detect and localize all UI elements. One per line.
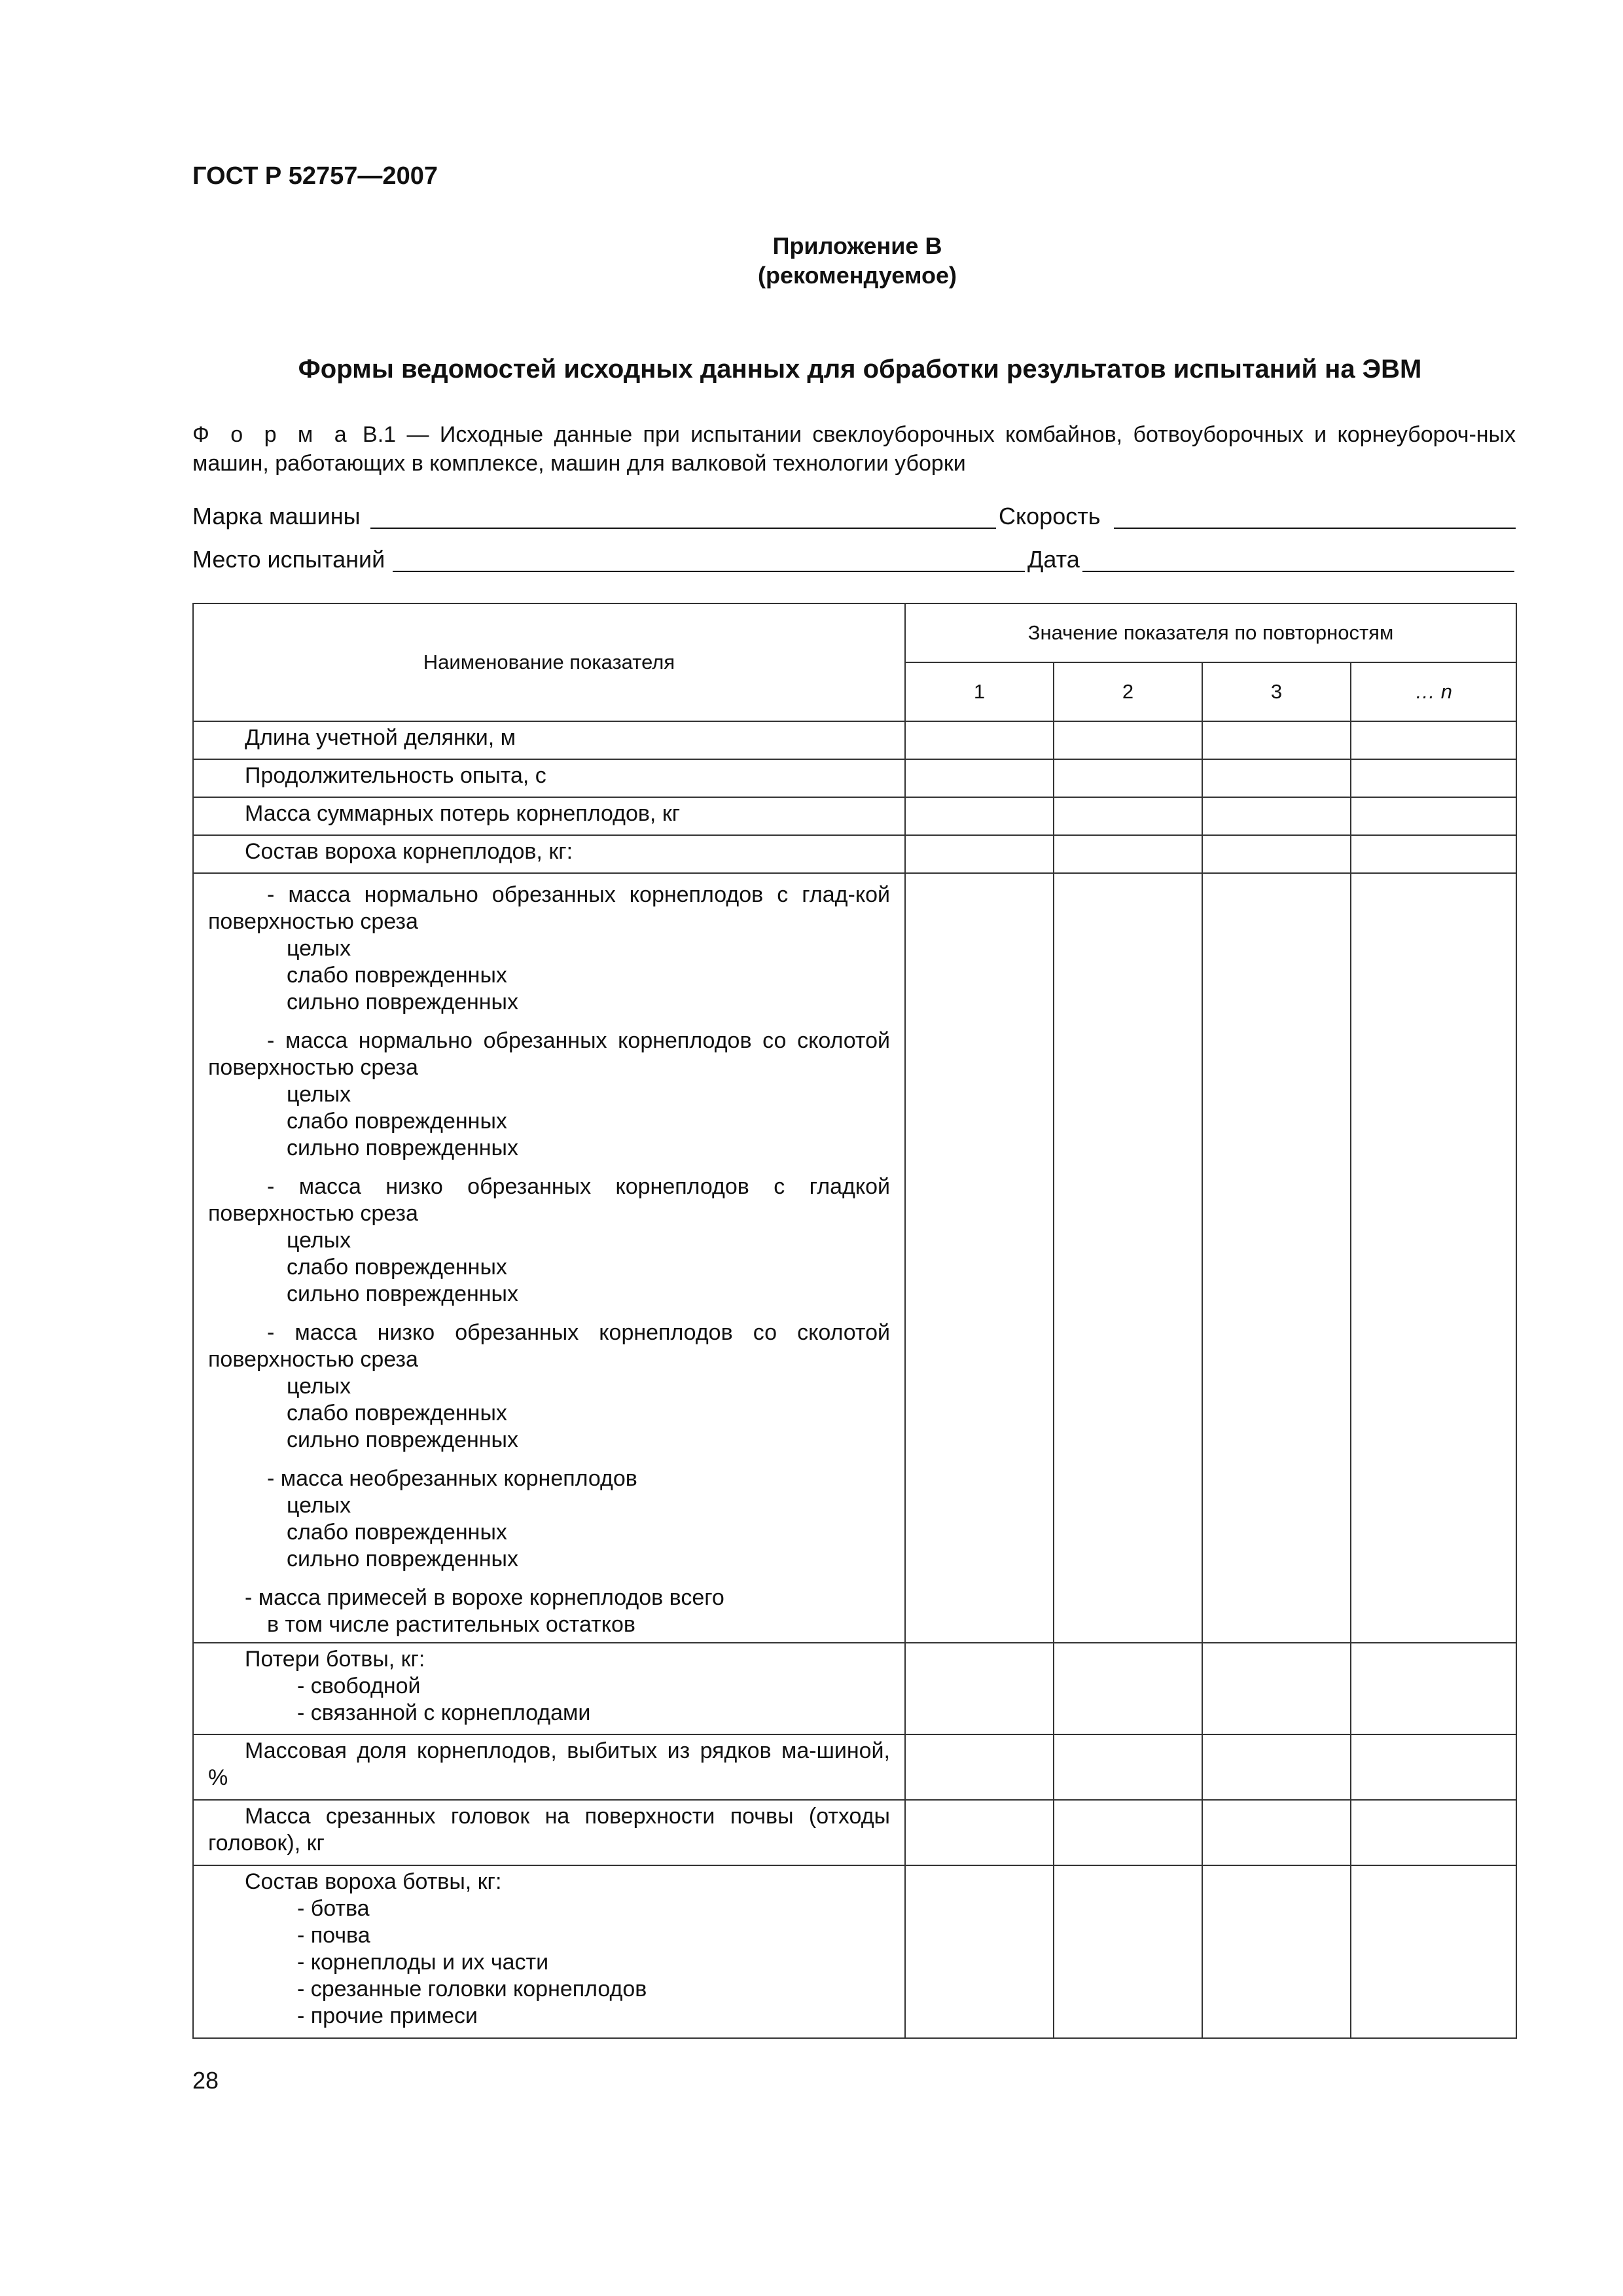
form-description (192, 420, 1516, 478)
rep-header-1: 1 (905, 662, 1054, 721)
value-cell[interactable] (1054, 1865, 1202, 2038)
row-label (193, 797, 905, 835)
col-header-name: Наименование показателя (193, 603, 905, 721)
row-label (193, 1734, 905, 1800)
value-cell[interactable] (905, 1865, 1054, 2038)
value-cell[interactable] (1351, 1643, 1516, 1734)
place-label: Место испытаний (192, 546, 385, 573)
appendix-subtitle: (рекомендуемое) (758, 262, 957, 289)
brand-label: Марка машины (192, 503, 361, 529)
value-cell[interactable] (905, 721, 1054, 759)
table-row (193, 759, 1516, 797)
value-cell[interactable] (1054, 873, 1202, 1643)
row-text: Продолжительность опыта, с (245, 763, 546, 788)
data-table (192, 603, 1517, 2039)
sub-item: слабо поврежденных (287, 963, 507, 988)
value-cell[interactable] (1054, 1643, 1202, 1734)
row-text: Потери ботвы, кг: (245, 1647, 425, 1672)
value-cell[interactable] (1202, 1734, 1351, 1800)
group-title: - масса необрезанных корнеплодов (267, 1466, 637, 1491)
value-cell[interactable] (905, 759, 1054, 797)
row-label (193, 721, 905, 759)
speed-field[interactable] (1114, 528, 1516, 529)
sub-item: сильно поврежденных (287, 990, 518, 1014)
table-row (193, 1734, 1516, 1800)
value-cell[interactable] (1202, 759, 1351, 797)
sub-item: в том числе растительных остатков (267, 1612, 635, 1637)
value-cell[interactable] (1351, 797, 1516, 835)
main-title: Формы ведомостей исходных данных для обработки результатов испытаний на ЭВМ (298, 355, 1422, 384)
value-cell[interactable] (1202, 1643, 1351, 1734)
value-cell[interactable] (1202, 1865, 1351, 2038)
group-title: - масса нормально обрезанных корнеплодов со сколотой поверхностью среза (208, 1028, 890, 1080)
sub-item: - прочие примеси (297, 2003, 478, 2028)
sub-item: сильно поврежденных (287, 1282, 518, 1306)
row-label (193, 835, 905, 873)
value-cell[interactable] (1054, 1800, 1202, 1865)
table-row (193, 1643, 1516, 1734)
brand-field[interactable] (370, 528, 996, 529)
sub-item: - свободной (297, 1674, 421, 1698)
page-number: 28 (192, 2067, 219, 2094)
value-cell[interactable] (1054, 797, 1202, 835)
sub-item: целых (287, 936, 351, 961)
sub-item: - ботва (297, 1896, 370, 1921)
sub-item: целых (287, 1493, 351, 1518)
sub-item: сильно поврежденных (287, 1547, 518, 1571)
date-field[interactable] (1082, 571, 1514, 572)
table-row (193, 1800, 1516, 1865)
table-row (193, 797, 1516, 835)
row-label (193, 873, 905, 1643)
group-title: - масса низко обрезанных корнеплодов с гладкой поверхностью среза (208, 1174, 890, 1226)
value-cell[interactable] (1351, 1865, 1516, 2038)
table-row (193, 1865, 1516, 2038)
sub-item: слабо поврежденных (287, 1255, 507, 1280)
value-cell[interactable] (1054, 835, 1202, 873)
value-cell[interactable] (1054, 1734, 1202, 1800)
value-cell[interactable] (1202, 1800, 1351, 1865)
place-field[interactable] (393, 571, 1025, 572)
col-header-values: Значение показателя по повторностям (905, 603, 1516, 662)
row-text: Состав вороха корнеплодов, кг: (245, 839, 573, 864)
value-cell[interactable] (905, 1643, 1054, 1734)
row-text: Состав вороха ботвы, кг: (245, 1869, 502, 1894)
value-cell[interactable] (1351, 721, 1516, 759)
value-cell[interactable] (1202, 835, 1351, 873)
table-row (193, 721, 1516, 759)
speed-label: Скорость (999, 503, 1101, 529)
value-cell[interactable] (1202, 873, 1351, 1643)
document-code: ГОСТ Р 52757—2007 (192, 162, 438, 190)
place-date-row (192, 546, 1516, 576)
appendix-title: Приложение В (772, 232, 942, 259)
sub-item: сильно поврежденных (287, 1136, 518, 1160)
value-cell[interactable] (905, 797, 1054, 835)
sub-item: целых (287, 1228, 351, 1253)
value-cell[interactable] (905, 835, 1054, 873)
row-label (193, 1800, 905, 1865)
row-text: Масса суммарных потерь корнеплодов, кг (245, 801, 681, 826)
sub-item: целых (287, 1374, 351, 1399)
sub-item: слабо поврежденных (287, 1520, 507, 1545)
sub-item: сильно поврежденных (287, 1427, 518, 1452)
value-cell[interactable] (1054, 759, 1202, 797)
value-cell[interactable] (905, 1734, 1054, 1800)
sub-item: слабо поврежденных (287, 1109, 507, 1134)
sub-item: - корнеплоды и их части (297, 1950, 549, 1975)
sub-item: - почва (297, 1923, 370, 1948)
value-cell[interactable] (1351, 873, 1516, 1643)
group-title: - масса нормально обрезанных корнеплодов с глад-кой поверхностью среза (208, 882, 890, 934)
table-header-row (193, 603, 1516, 662)
rep-header-2: 2 (1054, 662, 1202, 721)
row-label (193, 1865, 905, 2038)
value-cell[interactable] (1351, 1734, 1516, 1800)
group-title: - масса примесей в ворохе корнеплодов всего (245, 1585, 724, 1610)
value-cell[interactable] (1351, 759, 1516, 797)
table-row (193, 873, 1516, 1643)
sub-item: слабо поврежденных (287, 1401, 507, 1426)
brand-speed-row (192, 503, 1516, 533)
date-label: Дата (1027, 546, 1080, 573)
value-cell[interactable] (1351, 835, 1516, 873)
form-text: В.1 — Исходные данные при испытании свеклоуборочных комбайнов, ботвоуборочных и корнеубороч-ных машин, работающих в комплексе, машин для валковой технологии уборки (192, 422, 1516, 476)
value-cell[interactable] (905, 873, 1054, 1643)
row-text: Длина учетной делянки, м (245, 725, 516, 750)
value-cell[interactable] (1202, 721, 1351, 759)
value-cell[interactable] (1054, 721, 1202, 759)
rep-header-n: … n (1351, 662, 1516, 721)
value-cell[interactable] (1351, 1800, 1516, 1865)
sub-item: - связанной с корнеплодами (297, 1700, 591, 1725)
sub-item: - срезанные головки корнеплодов (297, 1977, 647, 2001)
rep-header-3: 3 (1202, 662, 1351, 721)
value-cell[interactable] (905, 1800, 1054, 1865)
table-row (193, 835, 1516, 873)
row-label (193, 1643, 905, 1734)
sub-item: целых (287, 1082, 351, 1107)
row-label (193, 759, 905, 797)
value-cell[interactable] (1202, 797, 1351, 835)
form-label: Ф о р м а (192, 422, 352, 447)
group-title: - масса низко обрезанных корнеплодов со сколотой поверхностью среза (208, 1320, 890, 1372)
row-text: Массовая доля корнеплодов, выбитых из рядков ма-шиной, % (208, 1738, 890, 1790)
row-text: Масса срезанных головок на поверхности почвы (отходы головок), кг (208, 1804, 890, 1856)
